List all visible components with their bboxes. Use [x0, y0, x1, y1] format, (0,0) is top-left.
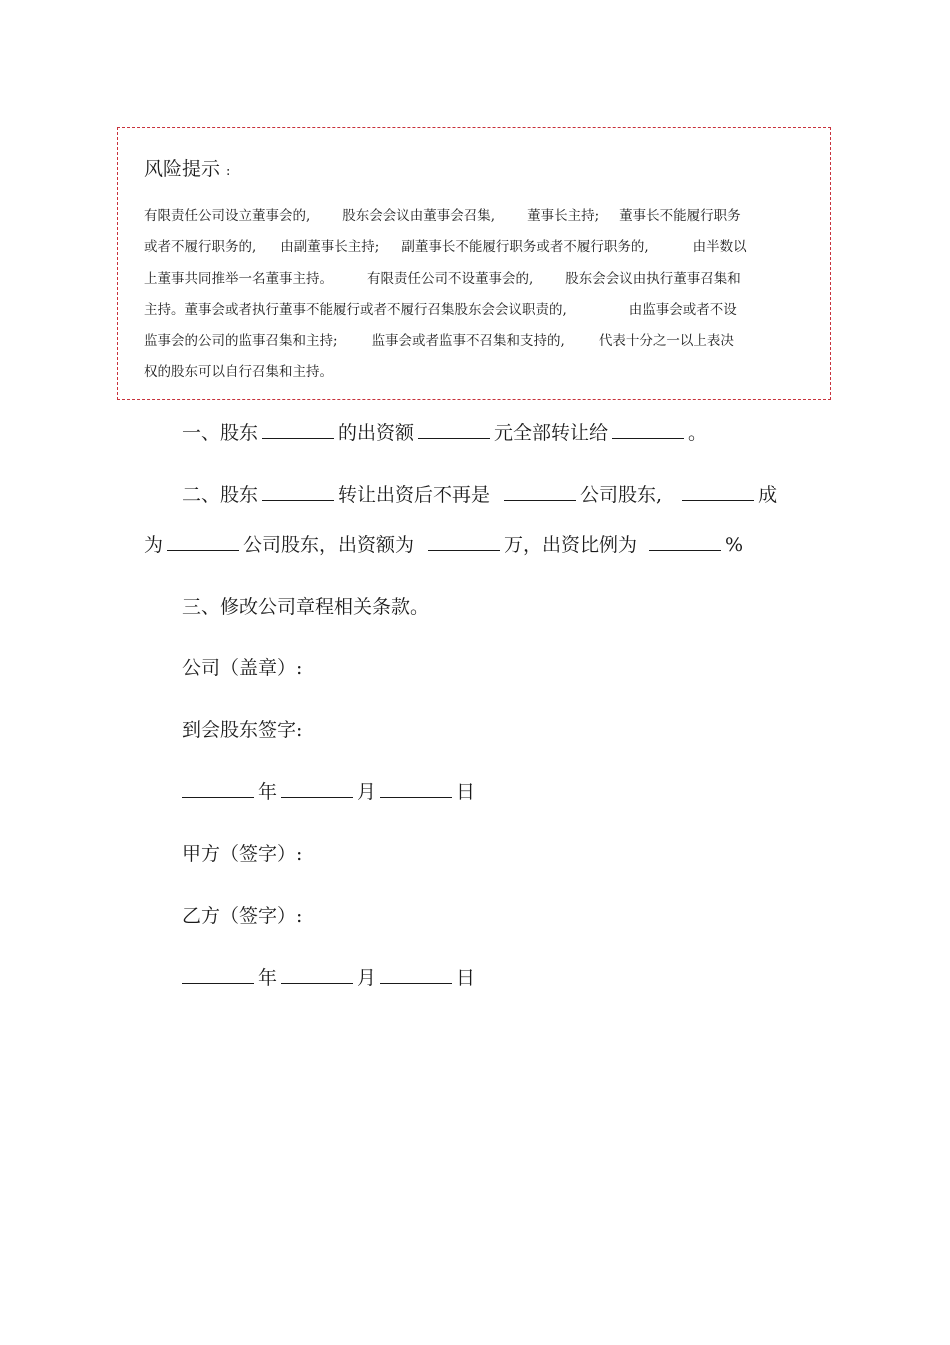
risk-line-6: [144, 360, 333, 380]
risk-title-text: 风险提示: [144, 158, 221, 180]
clause-text: %: [725, 534, 744, 556]
risk-line-4: [144, 298, 737, 318]
year-label: 年: [258, 967, 278, 989]
day-label: 日: [456, 967, 476, 989]
year-label: 年: [258, 781, 278, 803]
risk-segment: 上董事共同推举一名董事主持。: [144, 271, 333, 287]
clause-text: 公司股东，出资额为: [243, 534, 415, 556]
day-blank[interactable]: [380, 967, 452, 984]
month-label: 月: [357, 967, 377, 989]
risk-line-1: [144, 204, 741, 224]
risk-segment: 监事会的公司的监事召集和主持;: [144, 333, 338, 349]
risk-segment: 由监事会或者不设: [628, 302, 737, 318]
risk-segment: 副董事长不能履行职务或者不履行职务的,: [401, 239, 649, 255]
month-blank[interactable]: [281, 967, 353, 984]
date-line-2: [182, 963, 475, 990]
day-blank[interactable]: [380, 781, 452, 798]
fill-blank[interactable]: [682, 484, 754, 501]
risk-segment: 由副董事长主持;: [280, 239, 380, 255]
risk-segment: 由半数以: [692, 239, 747, 255]
fill-blank[interactable]: [262, 484, 334, 501]
party-a-signature-label: 甲方（签字）:: [182, 843, 303, 865]
clause-text: 成: [758, 484, 778, 506]
month-label: 月: [357, 781, 377, 803]
risk-segment: 主持。董事会或者执行董事不能履行或者不履行召集股东会会议职责的,: [144, 302, 567, 318]
clause-2: [182, 480, 777, 507]
clause-text: 一、股东: [182, 422, 259, 444]
fill-blank[interactable]: [167, 534, 239, 551]
risk-notice-title: [144, 154, 230, 181]
risk-segment: 股东会会议由董事会召集,: [342, 208, 496, 224]
risk-notice-box: [117, 127, 831, 400]
risk-segment: 股东会会议由执行董事召集和: [565, 271, 741, 287]
year-blank[interactable]: [182, 967, 254, 984]
month-blank[interactable]: [281, 781, 353, 798]
date-line-1: [182, 777, 475, 804]
shareholders-signature-label: 到会股东签字:: [182, 719, 303, 741]
risk-segment: 董事长主持;: [527, 208, 600, 224]
fill-blank[interactable]: [418, 422, 490, 439]
party-b-signature-label: 乙方（签字）:: [182, 905, 303, 927]
clause-text: 万，出资比例为: [504, 534, 638, 556]
fill-blank[interactable]: [262, 422, 334, 439]
clause-text: 为: [144, 534, 164, 556]
risk-line-3: [144, 267, 741, 287]
fill-blank[interactable]: [649, 534, 721, 551]
year-blank[interactable]: [182, 781, 254, 798]
risk-title-colon: :: [226, 164, 231, 179]
risk-segment: 监事会或者监事不召集和支持的,: [371, 333, 565, 349]
risk-segment: 权的股东可以自行召集和主持。: [144, 364, 333, 380]
clause-text: 的出资额: [338, 422, 415, 444]
company-seal-label: 公司（盖章）:: [182, 657, 303, 679]
clause-text: 元全部转让给: [494, 422, 609, 444]
risk-line-2: [144, 235, 747, 255]
risk-segment: 董事长不能履行职务: [619, 208, 741, 224]
clause-text: 转让出资后不再是: [338, 484, 491, 506]
fill-blank[interactable]: [428, 534, 500, 551]
clause-1: [182, 418, 707, 445]
clause-text: 二、股东: [182, 484, 259, 506]
risk-segment: 有限责任公司不设董事会的,: [367, 271, 534, 287]
risk-segment: 有限责任公司设立董事会的,: [144, 208, 311, 224]
clause-2-continued: [144, 530, 743, 557]
clause-text: 。: [688, 422, 708, 444]
day-label: 日: [456, 781, 476, 803]
risk-segment: 代表十分之一以上表决: [598, 333, 734, 349]
risk-line-5: [144, 329, 734, 349]
fill-blank[interactable]: [504, 484, 576, 501]
risk-segment: 或者不履行职务的,: [144, 239, 257, 255]
fill-blank[interactable]: [612, 422, 684, 439]
clause-3: 三、修改公司章程相关条款。: [182, 596, 430, 618]
clause-text: 公司股东,: [580, 484, 663, 506]
